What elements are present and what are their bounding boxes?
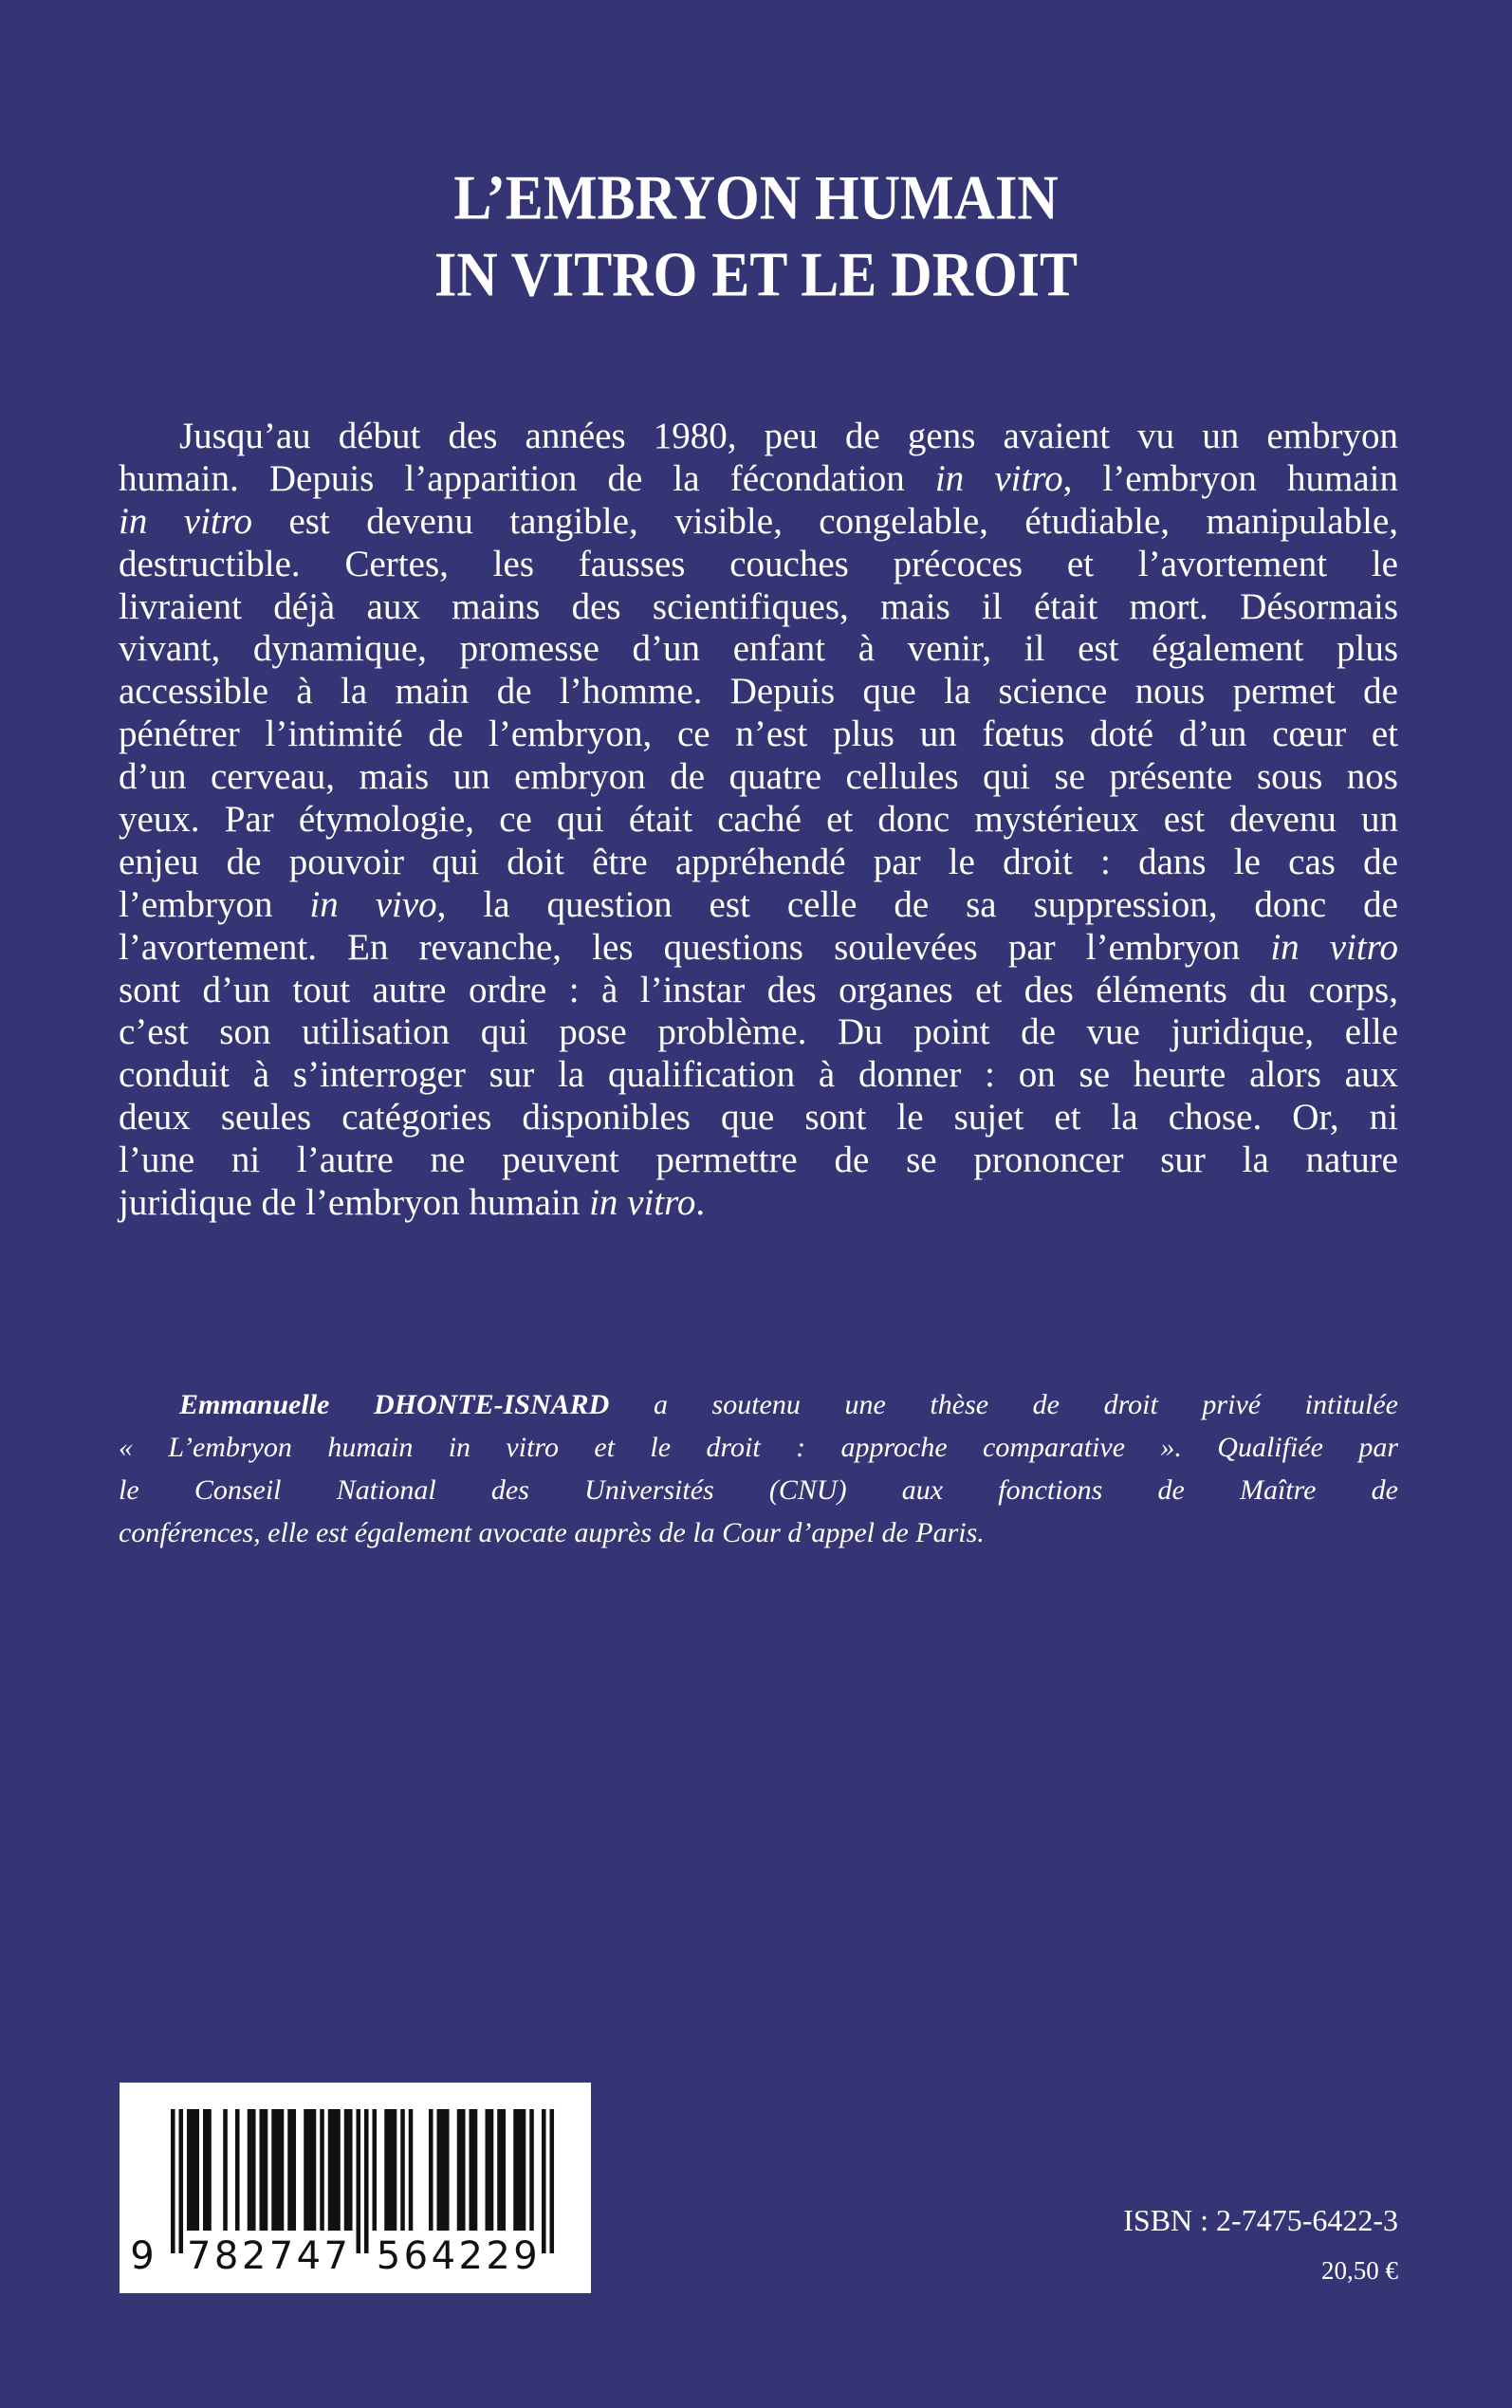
author-bio-line: conférences, elle est également avocate auprès de la Cour d’appel de Paris.	[119, 1516, 985, 1548]
blurb-text: sont d’un tout autre ordre : à l’instar des organes et des éléments du corps,	[119, 969, 1398, 1010]
price: 20,50 €	[1321, 2256, 1398, 2285]
author-bio-line: « L’embryon humain in vitro et le droit : approche comparative ». Qualifiée par	[119, 1431, 1398, 1463]
author-bio-text: a soutenu une thèse de droit privé intitulée	[609, 1389, 1398, 1420]
blurb-paragraph	[119, 416, 1398, 1225]
barcode-bar	[364, 2109, 369, 2253]
blurb-line	[119, 1011, 1398, 1054]
barcode-bars	[120, 2083, 591, 2293]
barcode-bar	[320, 2109, 324, 2231]
barcode-bar	[389, 2109, 394, 2231]
barcode-bar	[542, 2109, 546, 2253]
barcode-bar	[441, 2109, 446, 2231]
blurb-line	[119, 671, 1398, 713]
barcode-bar	[248, 2109, 252, 2231]
blurb-line	[119, 713, 1398, 756]
barcode	[120, 2083, 591, 2293]
barcode-bar	[195, 2109, 200, 2231]
barcode-bar	[486, 2109, 490, 2231]
isbn: ISBN : 2-7475-6422-3	[1123, 2203, 1398, 2237]
barcode-bar	[409, 2109, 414, 2231]
barcode-bar	[473, 2109, 478, 2231]
barcode-bar	[179, 2109, 184, 2253]
barcode-bar	[461, 2109, 466, 2231]
barcode-bar	[251, 2109, 256, 2231]
blurb-italic-text: in vitro	[934, 457, 1063, 499]
blurb-text: accessible à la main de l’homme. Depuis que la science nous permet de	[119, 671, 1398, 713]
blurb-text: conduit à s’interroger sur la qualification à donner : on se heurte alors aux	[119, 1054, 1398, 1096]
barcode-bar	[348, 2109, 353, 2231]
barcode-left-digits: 782747	[187, 2234, 348, 2278]
blurb-text: , la question est celle de sa suppression, donc de	[436, 883, 1398, 925]
blurb-text: juridique de l’embryon humain	[119, 1182, 590, 1224]
barcode-bar	[489, 2109, 494, 2231]
blurb-text: l’embryon	[119, 883, 310, 925]
title-line-2: IN VITRO ET LE DROIT	[434, 239, 1078, 309]
blurb-line	[119, 1182, 1398, 1225]
blurb-text: d’un cerveau, mais un embryon de quatre cellules qui se présente sous nos	[119, 756, 1398, 798]
blurb-line	[119, 458, 1398, 501]
barcode-first-digit: 9	[130, 2234, 155, 2278]
blurb-text: l’avortement. En revanche, les questions soulevées par l’embryon	[119, 926, 1271, 968]
blurb-line	[119, 1139, 1398, 1182]
barcode-bar	[171, 2109, 175, 2253]
barcode-bar	[187, 2109, 192, 2231]
blurb-line	[119, 544, 1398, 586]
barcode-bar	[271, 2109, 276, 2231]
blurb-text: l’une ni l’autre ne peuvent permettre de se prononcer sur la nature	[119, 1139, 1398, 1181]
blurb-italic-text: in vitro	[119, 500, 252, 542]
barcode-bar	[373, 2109, 378, 2231]
barcode-bar	[332, 2109, 337, 2231]
blurb-line	[119, 586, 1398, 629]
blurb-line	[119, 970, 1398, 1012]
barcode-bar	[497, 2109, 502, 2231]
barcode-bar	[264, 2109, 268, 2231]
barcode-bar	[280, 2109, 285, 2231]
barcode-bar	[260, 2109, 265, 2231]
blurb-text: yeux. Par étymologie, ce qui était caché et donc mystérieux est devenu un	[119, 799, 1398, 841]
barcode-bar	[344, 2109, 349, 2231]
barcode-bar	[384, 2109, 389, 2231]
barcode-bar	[393, 2109, 397, 2231]
author-bio-line: le Conseil National des Universités (CNU) aux fonctions de Maître de	[119, 1473, 1398, 1506]
barcode-bar	[207, 2109, 212, 2231]
blurb-line	[119, 884, 1398, 927]
author-bio	[119, 1387, 1398, 1558]
blurb-text: Jusqu’au début des années 1980, peu de gens avaient vu un embryon	[179, 416, 1398, 456]
book-title	[0, 159, 1512, 312]
barcode-bar	[276, 2109, 281, 2231]
blurb-text: destructible. Certes, les fausses couches précoces et l’avortement le	[119, 543, 1398, 584]
blurb-line	[119, 628, 1398, 671]
barcode-bar	[203, 2109, 208, 2231]
blurb-text: humain. Depuis l’apparition de la fécondation	[119, 457, 935, 499]
blurb-line	[119, 1097, 1398, 1139]
blurb-text: , l’embryon humain	[1062, 457, 1399, 499]
blurb-text: vivant, dynamique, promesse d’un enfant à venir, il est également plus	[119, 628, 1398, 670]
blurb-text: .	[695, 1182, 706, 1224]
barcode-bar	[518, 2109, 523, 2231]
barcode-bar	[470, 2109, 474, 2231]
barcode-bar	[304, 2109, 308, 2231]
blurb-text: pénétrer l’intimité de l’embryon, ce n’est plus un fœtus doté d’un cœur et	[119, 713, 1398, 755]
blurb-text: enjeu de pouvoir qui doit être appréhendé par le droit : dans le cas de	[119, 841, 1398, 882]
barcode-bar	[550, 2109, 555, 2253]
blurb-line	[119, 927, 1398, 970]
barcode-bar	[429, 2109, 433, 2231]
blurb-line	[119, 842, 1398, 884]
blurb-line	[119, 1054, 1398, 1097]
barcode-right-digits: 564229	[376, 2234, 538, 2278]
blurb-text: est devenu tangible, visible, congelable, étudiable, manipulable,	[252, 500, 1399, 542]
barcode-bar	[223, 2109, 228, 2231]
blurb-line	[119, 756, 1398, 799]
barcode-bar	[308, 2109, 313, 2231]
barcode-bar	[235, 2109, 240, 2231]
blurb-line	[119, 416, 1398, 458]
blurb-italic-text: in vitro	[589, 1182, 696, 1224]
author-bio-line	[119, 1387, 1398, 1430]
barcode-bar	[312, 2109, 317, 2231]
blurb-text: deux seules catégories disponibles que sont le sujet et la chose. Or, ni	[119, 1097, 1398, 1139]
blurb-line	[119, 799, 1398, 842]
barcode-bar	[328, 2109, 333, 2231]
barcode-bar	[502, 2109, 507, 2231]
barcode-bar	[529, 2109, 534, 2231]
barcode-bar	[357, 2109, 361, 2253]
barcode-bar	[457, 2109, 462, 2231]
blurb-text: livraient déjà aux mains des scientifiques, mais il était mort. Désormais	[119, 585, 1398, 627]
barcode-bar	[437, 2109, 442, 2231]
barcode-bar	[445, 2109, 450, 2231]
blurb-line	[119, 501, 1398, 544]
barcode-bar	[336, 2109, 341, 2231]
author-name: Emmanuelle DHONTE-ISNARD	[179, 1389, 610, 1420]
blurb-text: c’est son utilisation qui pose problème. Du point de vue juridique, elle	[119, 1011, 1398, 1053]
barcode-bar	[513, 2109, 518, 2231]
title-line-1: L’EMBRYON HUMAIN	[453, 162, 1059, 233]
blurb-italic-text: in vivo	[309, 883, 437, 925]
blurb-italic-text: in vitro	[1270, 926, 1398, 968]
barcode-bar	[400, 2109, 405, 2231]
barcode-bar	[522, 2109, 526, 2231]
barcode-bar	[292, 2109, 297, 2231]
barcode-bar	[287, 2109, 292, 2231]
barcode-bar	[191, 2109, 195, 2231]
